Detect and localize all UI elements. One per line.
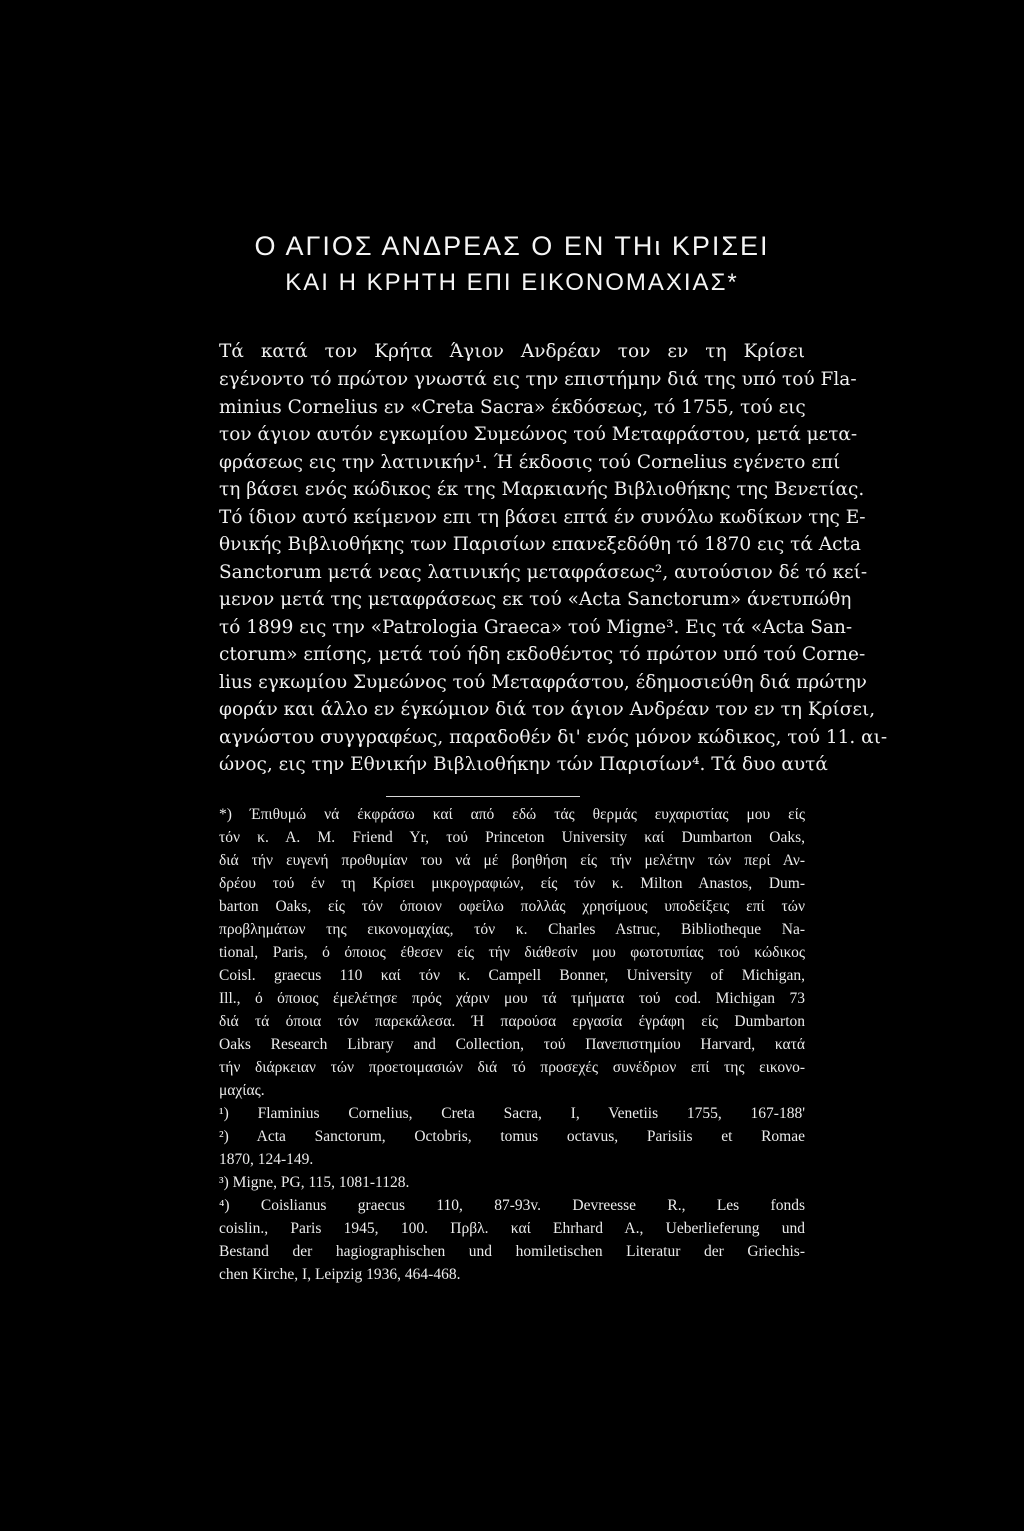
footnote-line: ³) Migne, PG, 115, 1081-1128. (219, 1174, 410, 1191)
footnote-line: μαχίας. (219, 1082, 265, 1099)
body-line: Τό ίδιον αυτό κείμενον επι τη βάσει επτά έν συνόλω κωδίκων της Ε- (219, 507, 866, 528)
footnote-line: ¹) Flaminius Cornelius, Creta Sacra, I, Venetiis 1755, 167-188' (219, 1105, 805, 1122)
footnote-line: chen Kirche, I, Leipzig 1936, 464-468. (219, 1266, 461, 1283)
footnote-line: τήν διάρκειαν τών προετοιμασιών διά τό προσεχές συνέδριον επί της εικονο- (219, 1059, 805, 1076)
footnote-line: 1870, 124-149. (219, 1151, 314, 1168)
body-line: εγένοντο τό πρώτον γνωστά εις την επιστήμην διά της υπό τού Fla- (219, 369, 857, 390)
body-line: τη βάσει ενός κώδικος έκ της Μαρκιανής Βιβλιοθήκης της Βενετίας. (219, 479, 865, 500)
body-line: θνικής Βιβλιοθήκης των Παρισίων επανεξεδόθη τό 1870 εις τά Acta (219, 534, 861, 555)
body-line: μενον μετά της μεταφράσεως εκ τού «Acta Sanctorum» άνετυπώθη (219, 589, 852, 610)
footnote-line: Coisl. graecus 110 καί τόν κ. Campell Bonner, University of Michigan, (219, 967, 805, 984)
body-line: τον άγιον αυτόν εγκωμίου Συμεώνος τού Μεταφράστου, μετά μετα- (219, 424, 858, 445)
footnote-line: ²) Acta Sanctorum, Octobris, tomus octavus, Parisiis et Romae (219, 1128, 805, 1145)
body-line: αγνώστου συγγραφέως, παραδοθέν δι' ενός μόνον κώδικος, τού 11. αι- (219, 727, 888, 748)
footnote-line: Ill., ό όποιος έμελέτησε πρός χάριν μου τά τμήματα τού cod. Michigan 73 (219, 990, 805, 1007)
footnote-separator (386, 796, 580, 797)
body-line: ctorum» επίσης, μετά τού ήδη εκδοθέντος τό πρώτον υπό τού Corne- (219, 644, 866, 665)
article-title-line-2: ΚΑΙ Η ΚΡΗΤΗ ΕΠΙ ΕΙΚΟΝΟΜΑΧΙΑΣ* (285, 269, 739, 296)
body-line: lius εγκωμίου Συμεώνος τού Μεταφράστου, έδημοσιεύθη διά πρώτην (219, 672, 867, 693)
body-line: τό 1899 εις την «Patrologia Graeca» τού Migne³. Εις τά «Acta San- (219, 617, 853, 638)
footnote-line: Oaks Research Library and Collection, τού Πανεπιστημίου Harvard, κατά (219, 1036, 805, 1053)
body-line: minius Cornelius εν «Creta Sacra» έκδόσεως, τό 1755, τού εις (219, 397, 806, 418)
footnote-line: ⁴) Coislianus graecus 110, 87-93v. Devreesse R., Les fonds (219, 1197, 805, 1214)
body-line: Τά κατά τον Κρήτα Άγιον Ανδρέαν τον εν τη Κρίσει (219, 341, 805, 362)
footnote-line: barton Oaks, είς τόν όποιον οφείλω πολλάς χρησίμους υποδείξεις επί τών (219, 898, 805, 915)
footnote-line: τόν κ. Α. Μ. Friend Yr, τού Princeton University καί Dumbarton Oaks, (219, 829, 805, 846)
footnote-line: δρέου τού έν τη Κρίσει μικρογραφιών, είς τόν κ. Milton Anastos, Dum- (219, 875, 805, 892)
body-line: φράσεως εις την λατινικήν¹. Ή έκδοσις τού Cornelius εγένετο επί (219, 452, 841, 473)
footnote-line: coislin., Paris 1945, 100. Πρβλ. καί Ehrhard A., Ueberlieferung und (219, 1220, 805, 1237)
body-line: ώνος, εις την Εθνικήν Βιβλιοθήκην τών Παρισίων⁴. Τά δυο αυτά (219, 754, 828, 775)
footnote-line: προβλημάτων της εικονομαχίας, τόν κ. Charles Astruc, Bibliotheque Na- (219, 921, 805, 938)
footnote-line: *) Έπιθυμώ νά έκφράσω καί από εδώ τάς θερμάς ευχαριστίας μου είς (219, 806, 805, 823)
body-line: φοράν και άλλο εν έγκώμιον διά τον άγιον Ανδρέαν τον εν τη Κρίσει, (219, 699, 876, 720)
footnote-line: διά τά όποια τόν παρεκάλεσα. Ή παρούσα εργασία έγράφη είς Dumbarton (219, 1013, 805, 1030)
body-line: Sanctorum μετά νεας λατινικής μεταφράσεως², αυτούσιον δέ τό κεί- (219, 562, 868, 583)
footnote-line: tional, Paris, ό όποιος έθεσεν είς τήν διάθεσίν μου φωτοτυπίας τού κώδικος (219, 944, 805, 961)
footnote-line: Bestand der hagiographischen und homiletischen Literatur der Griechis- (219, 1243, 805, 1260)
footnote-line: διά τήν ευγενή προθυμίαν του νά μέ βοηθήση είς τήν μελέτην τών περί Αν- (219, 852, 805, 869)
article-title-line-1: Ο ΑΓΙΟΣ ΑΝΔΡΕΑΣ Ο ΕΝ ΤΗι ΚΡΙΣΕΙ (254, 231, 770, 261)
